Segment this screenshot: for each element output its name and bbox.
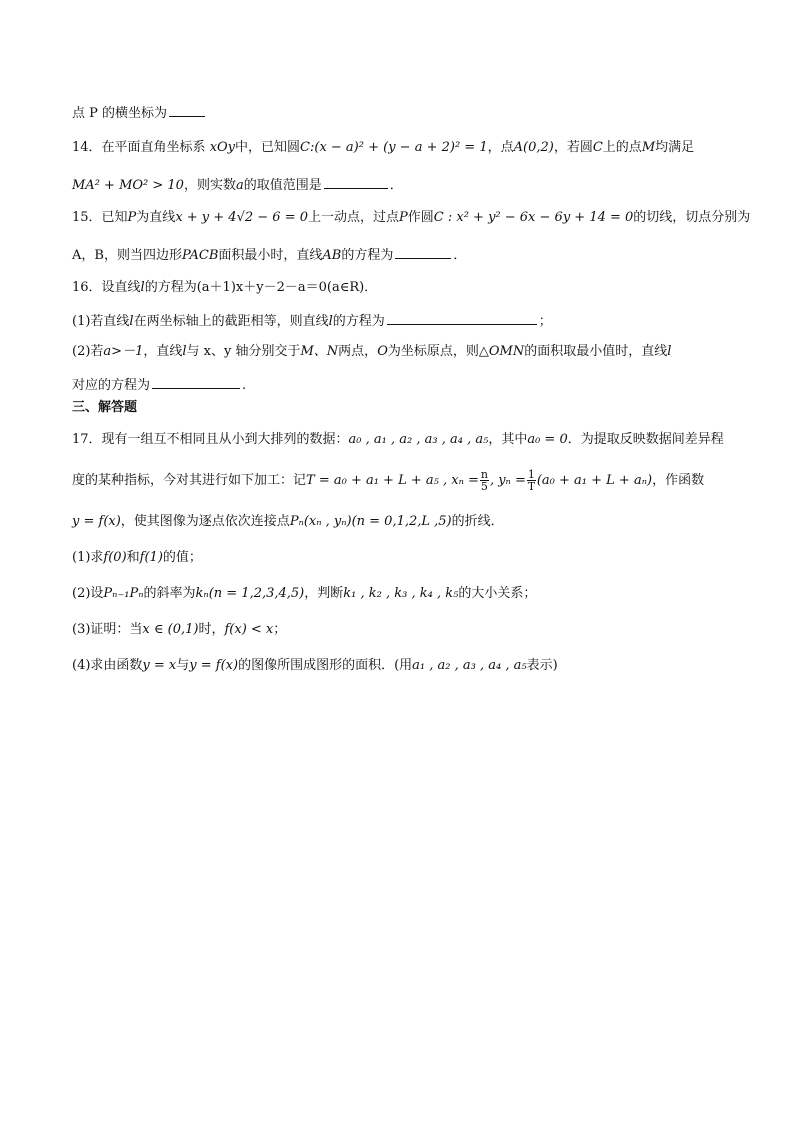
q17-domain: x ∈ (0,1) bbox=[142, 622, 199, 637]
q17-text: 与 bbox=[176, 658, 190, 673]
answer-blank-15[interactable] bbox=[395, 244, 451, 259]
q14-text: ，则实数 bbox=[183, 178, 236, 193]
q14-text: 中，已知圆 bbox=[235, 140, 301, 155]
q15-end: ． bbox=[453, 248, 467, 263]
q17-text: (3)证明：当 bbox=[72, 622, 143, 637]
q15-text: 作圆 bbox=[407, 210, 434, 225]
q14-text: 14．在平面直角坐标系 bbox=[72, 140, 206, 155]
answer-blank-16-2[interactable] bbox=[152, 374, 240, 389]
q16-equation: (a＋1)x＋y－2－a＝0(a∈R)． bbox=[196, 280, 378, 295]
q15-text: 为直线 bbox=[136, 210, 176, 225]
q17-slope: kₙ(n = 1,2,3,4,5) bbox=[195, 586, 305, 601]
q16-line-l: l bbox=[667, 344, 672, 359]
q14-text: 的取值范围是 bbox=[243, 178, 322, 193]
answer-blank-16-1[interactable] bbox=[387, 310, 537, 325]
frac-den: T bbox=[527, 480, 536, 493]
q16-text: 对应的方程为 bbox=[72, 378, 151, 393]
q16-end: . bbox=[242, 378, 247, 393]
q15-line-ab: AB bbox=[322, 248, 342, 263]
q16-text: (1)若直线 bbox=[72, 314, 130, 329]
q16-condition: a>－1 bbox=[103, 344, 144, 359]
q14-inequality: MA² + MO² > 10 bbox=[72, 178, 184, 193]
frac-num: 1 bbox=[527, 468, 535, 481]
question-16-part-2-cont bbox=[72, 374, 732, 396]
q17-slopes: k₁ , k₂ , k₃ , k₄ , k₅ bbox=[343, 586, 459, 601]
q16-origin: O bbox=[377, 344, 388, 359]
question-16-line-1 bbox=[72, 278, 732, 298]
q15-circle-equation: C : x² + y² − 6x − 6y + 14 = 0 bbox=[433, 210, 634, 225]
question-17-part-3 bbox=[72, 620, 732, 640]
q15-text: 的方程为 bbox=[341, 248, 394, 263]
q17-text: 度的某种指标，今对其进行如下加工：记 bbox=[72, 473, 307, 488]
q16-end: ； bbox=[538, 314, 552, 329]
q17-T-def: T = a₀ + a₁ + L + a₅ , xₙ = bbox=[306, 473, 479, 488]
question-17-line-2 bbox=[72, 468, 732, 494]
q14-circle-name: C bbox=[592, 140, 603, 155]
q17-f0: f(0) bbox=[103, 550, 127, 565]
q15-text: 上一动点，过点 bbox=[308, 210, 400, 225]
q15-point-p: P bbox=[399, 210, 408, 225]
q14-text: 均满足 bbox=[655, 140, 695, 155]
q13-text: 点 P 的横坐标为 bbox=[72, 106, 168, 121]
q17-text: 和 bbox=[126, 550, 140, 565]
q17-function: y = f(x) bbox=[72, 514, 121, 529]
q16-text: ，直线 bbox=[143, 344, 183, 359]
q16-text: 两点， bbox=[338, 344, 378, 359]
q17-text: 17．现有一组互不相同且从小到大排列的数据： bbox=[72, 432, 349, 447]
q16-text: 16．设直线 bbox=[72, 280, 141, 295]
question-17-part-2 bbox=[72, 584, 732, 604]
q17-text: ，其中 bbox=[488, 432, 528, 447]
frac-den: 5 bbox=[480, 480, 488, 493]
q17-segment: Pₙ₋₁Pₙ bbox=[103, 586, 144, 601]
q17-fraction-1T bbox=[527, 469, 536, 492]
q16-text: 在两坐标轴上的截距相等，则直线 bbox=[133, 314, 329, 329]
q17-text: ，作函数 bbox=[652, 473, 705, 488]
q17-yn: , yₙ = bbox=[489, 473, 526, 488]
question-17-line-3 bbox=[72, 512, 732, 532]
q17-yx: y = x bbox=[142, 658, 177, 673]
q16-text: (2)若 bbox=[72, 344, 104, 359]
q17-fraction-n5 bbox=[480, 469, 489, 492]
q16-points-mn: M、N bbox=[300, 344, 339, 359]
q14-text: ，点 bbox=[487, 140, 514, 155]
q15-point-p: P bbox=[127, 210, 137, 225]
question-17-part-1 bbox=[72, 548, 732, 568]
q15-quad: PACB bbox=[181, 248, 219, 263]
q16-line-l: l bbox=[328, 314, 333, 329]
q16-text: 的方程为 bbox=[332, 314, 385, 329]
q17-text: (1)求 bbox=[72, 550, 104, 565]
question-17-line-1 bbox=[72, 430, 732, 450]
q17-vars: a₁ , a₂ , a₃ , a₄ , a₅ bbox=[412, 658, 527, 673]
q17-text: 表示) bbox=[526, 658, 558, 673]
q16-line-l: l bbox=[140, 280, 145, 295]
q16-text: 的面积取最小值时，直线 bbox=[524, 344, 668, 359]
question-14-line-1 bbox=[72, 138, 732, 158]
q14-point: A(0,2) bbox=[513, 140, 554, 155]
question-15-line-1 bbox=[72, 208, 751, 228]
q17-f1: f(1) bbox=[139, 550, 163, 565]
q17-text: 的图像所围成图形的面积．(用 bbox=[238, 658, 413, 673]
frac-num: n bbox=[480, 468, 488, 481]
q17-text: 时， bbox=[198, 622, 225, 637]
q17-a0: a₀ = 0 bbox=[527, 432, 568, 447]
q17-inequality: f(x) < x bbox=[224, 622, 274, 637]
q17-points: Pₙ(xₙ , yₙ)(n = 0,1,2,L ,5) bbox=[289, 514, 452, 529]
q17-function: y = f(x) bbox=[189, 658, 239, 673]
q15-text: 15．已知 bbox=[72, 210, 128, 225]
question-14-line-2 bbox=[72, 174, 732, 196]
q17-text: ，判断 bbox=[304, 586, 344, 601]
q16-line-l: l bbox=[182, 344, 187, 359]
q15-text: 的切线，切点分别为 bbox=[633, 210, 751, 225]
q16-text: 的方程为 bbox=[144, 280, 197, 295]
q17-text: ．为提取反映数据间差异程 bbox=[567, 432, 724, 447]
q17-text: (2)设 bbox=[72, 586, 104, 601]
q17-text: 的斜率为 bbox=[143, 586, 196, 601]
q16-line-l: l bbox=[129, 314, 134, 329]
q14-xoy: xOy bbox=[209, 140, 236, 155]
q14-circle-equation: C:(x − a)² + (y − a + 2)² = 1 bbox=[300, 140, 488, 155]
q14-end: ． bbox=[389, 178, 403, 193]
q17-sum: (a₀ + a₁ + L + aₙ) bbox=[536, 473, 653, 488]
q14-var: a bbox=[235, 178, 244, 193]
q17-text: ； bbox=[273, 622, 287, 637]
question-17-part-4 bbox=[72, 656, 732, 676]
answer-blank-13[interactable] bbox=[169, 102, 205, 117]
q17-text: 的折线． bbox=[451, 514, 504, 529]
q16-text: 为坐标原点，则 bbox=[387, 344, 479, 359]
q16-text: 与 x、y 轴分别交于 bbox=[186, 344, 301, 359]
q16-triangle: △OMN bbox=[478, 344, 525, 359]
q14-text: ，若圆 bbox=[553, 140, 593, 155]
q15-text: A，B，则当四边形 bbox=[72, 248, 182, 263]
question-16-part-2 bbox=[72, 342, 732, 362]
q14-text: 上的点 bbox=[602, 140, 642, 155]
answer-blank-14[interactable] bbox=[324, 174, 388, 189]
q17-text: 的大小关系； bbox=[458, 586, 537, 601]
q17-text: 的值； bbox=[162, 550, 202, 565]
q17-text: (4)求由函数 bbox=[72, 658, 143, 673]
q17-sequence: a₀ , a₁ , a₂ , a₃ , a₄ , a₅ bbox=[348, 432, 489, 447]
q15-line-equation: x + y + 4√2 − 6 = 0 bbox=[175, 210, 308, 225]
line-q13-end bbox=[72, 102, 732, 124]
q15-text: 面积最小时，直线 bbox=[218, 248, 323, 263]
question-16-part-1 bbox=[72, 310, 732, 332]
q17-text: ，使其图像为逐点依次连接点 bbox=[120, 514, 290, 529]
section-3-heading: 三、解答题 bbox=[72, 400, 138, 415]
q14-point-m: M bbox=[641, 140, 656, 155]
question-15-line-2 bbox=[72, 244, 732, 266]
